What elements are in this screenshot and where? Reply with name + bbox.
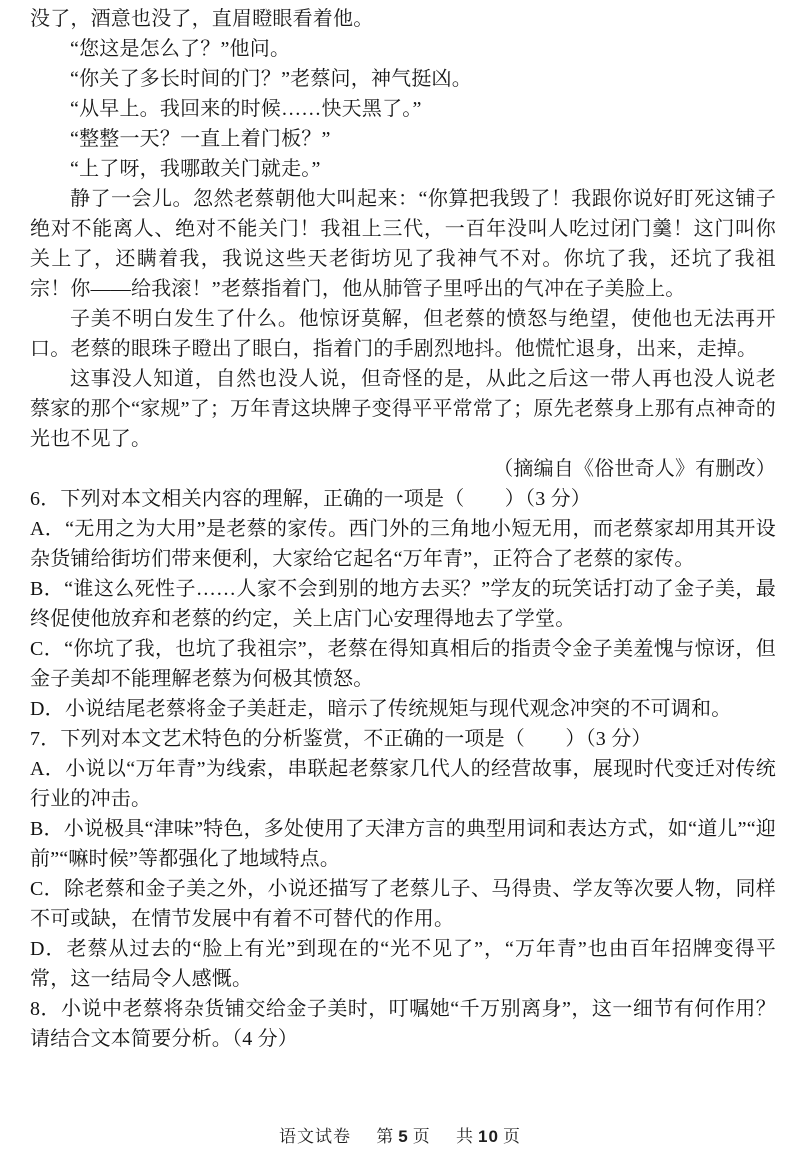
question-7-option-b: B．小说极具“津味”特色，多处使用了天津方言的典型用词和表达方式，如“道儿”“迎前”“嘛时候”等都强化了地域特点。 bbox=[30, 818, 776, 870]
question-8 bbox=[30, 994, 776, 1054]
reading-passage bbox=[30, 4, 776, 484]
story-dialogue-line: “你关了多长时间的门？”老蔡问，神气挺凶。 bbox=[70, 68, 472, 90]
footer-total-label-post: 页 bbox=[502, 1127, 521, 1146]
footer-total-indicator bbox=[456, 1127, 521, 1146]
question-6 bbox=[30, 484, 776, 724]
footer-total-label-pre: 共 bbox=[456, 1127, 475, 1146]
question-7-stem: 7．下列对本文艺术特色的分析鉴赏，不正确的一项是（ ）（3 分） bbox=[30, 728, 652, 750]
question-7-option-a: A．小说以“万年青”为线索，串联起老蔡家几代人的经营故事，展现时代变迁对传统行业的冲击。 bbox=[30, 758, 776, 810]
question-6-option-b: B．“谁这么死性子……人家不会到别的地方去买？”学友的玩笑话打动了金子美，最终促使他放弃和老蔡的约定，关上店门心安理得地去了学堂。 bbox=[30, 578, 776, 630]
footer-page-label-post: 页 bbox=[412, 1127, 431, 1146]
footer-page-label-pre: 第 bbox=[376, 1127, 395, 1146]
page-footer bbox=[0, 1124, 800, 1150]
story-dialogue-line: “整整一天？一直上着门板？” bbox=[70, 128, 331, 150]
story-dialogue-line: “上了呀，我哪敢关门就走。” bbox=[70, 158, 321, 180]
exam-page bbox=[30, 4, 776, 1054]
footer-total-number: 10 bbox=[478, 1127, 499, 1146]
footer-doc-title: 语文试卷 bbox=[279, 1127, 352, 1146]
story-paragraph: 子美不明白发生了什么。他惊讶莫解，但老蔡的愤怒与绝望，使他也无法再开口。老蔡的眼珠子瞪出了眼白，指着门的手剧烈地抖。他慌忙退身，出来，走掉。 bbox=[30, 308, 776, 360]
question-6-stem: 6．下列对本文相关内容的理解，正确的一项是（ ）（3 分） bbox=[30, 488, 591, 510]
footer-page-number: 5 bbox=[398, 1127, 409, 1146]
question-6-option-a: A．“无用之为大用”是老蔡的家传。西门外的三角地小短无用，而老蔡家却用其开设杂货铺给街坊们带来便利，大家给它起名“万年青”，正符合了老蔡的家传。 bbox=[30, 518, 776, 570]
question-7-option-d: D．老蔡从过去的“脸上有光”到现在的“光不见了”，“万年青”也由百年招牌变得平常，这一结局令人感慨。 bbox=[30, 938, 776, 990]
story-paragraph: 没了，酒意也没了，直眉瞪眼看着他。 bbox=[30, 8, 374, 30]
story-paragraph: 这事没人知道，自然也没人说，但奇怪的是，从此之后这一带人再也没人说老蔡家的那个“家规”了；万年青这块牌子变得平平常常了；原先老蔡身上那有点神奇的光也不见了。 bbox=[30, 368, 776, 450]
story-paragraph: 静了一会儿。忽然老蔡朝他大叫起来：“你算把我毁了！我跟你说好盯死这铺子绝对不能离人、绝对不能关门！我祖上三代，一百年没叫人吃过闭门羹！这门叫你关上了，还瞒着我，我说这些天老街坊见了我神气不对。你坑了我，还坑了我祖宗！你——给我滚！”老蔡指着门，他从肺管子里呼出的气冲在子美脸上。 bbox=[30, 188, 776, 300]
question-6-option-d: D．小说结尾老蔡将金子美赶走，暗示了传统规矩与现代观念冲突的不可调和。 bbox=[30, 698, 732, 720]
story-dialogue-line: “从早上。我回来的时候……快天黑了。” bbox=[70, 98, 422, 120]
question-7 bbox=[30, 724, 776, 994]
footer-page-indicator bbox=[376, 1127, 430, 1146]
question-6-option-c: C．“你坑了我，也坑了我祖宗”，老蔡在得知真相后的指责令金子美羞愧与惊讶，但金子美却不能理解老蔡为何极其愤怒。 bbox=[30, 638, 776, 690]
story-dialogue-line: “您这是怎么了？”他问。 bbox=[70, 38, 291, 60]
question-7-option-c: C．除老蔡和金子美之外，小说还描写了老蔡儿子、马得贵、学友等次要人物，同样不可或缺，在情节发展中有着不可替代的作用。 bbox=[30, 878, 776, 930]
question-8-stem: 8．小说中老蔡将杂货铺交给金子美时，叮嘱她“千万别离身”，这一细节有何作用？请结合文本简要分析。（4 分） bbox=[30, 998, 776, 1050]
source-attribution: （摘编自《俗世奇人》有删改） bbox=[493, 458, 776, 480]
